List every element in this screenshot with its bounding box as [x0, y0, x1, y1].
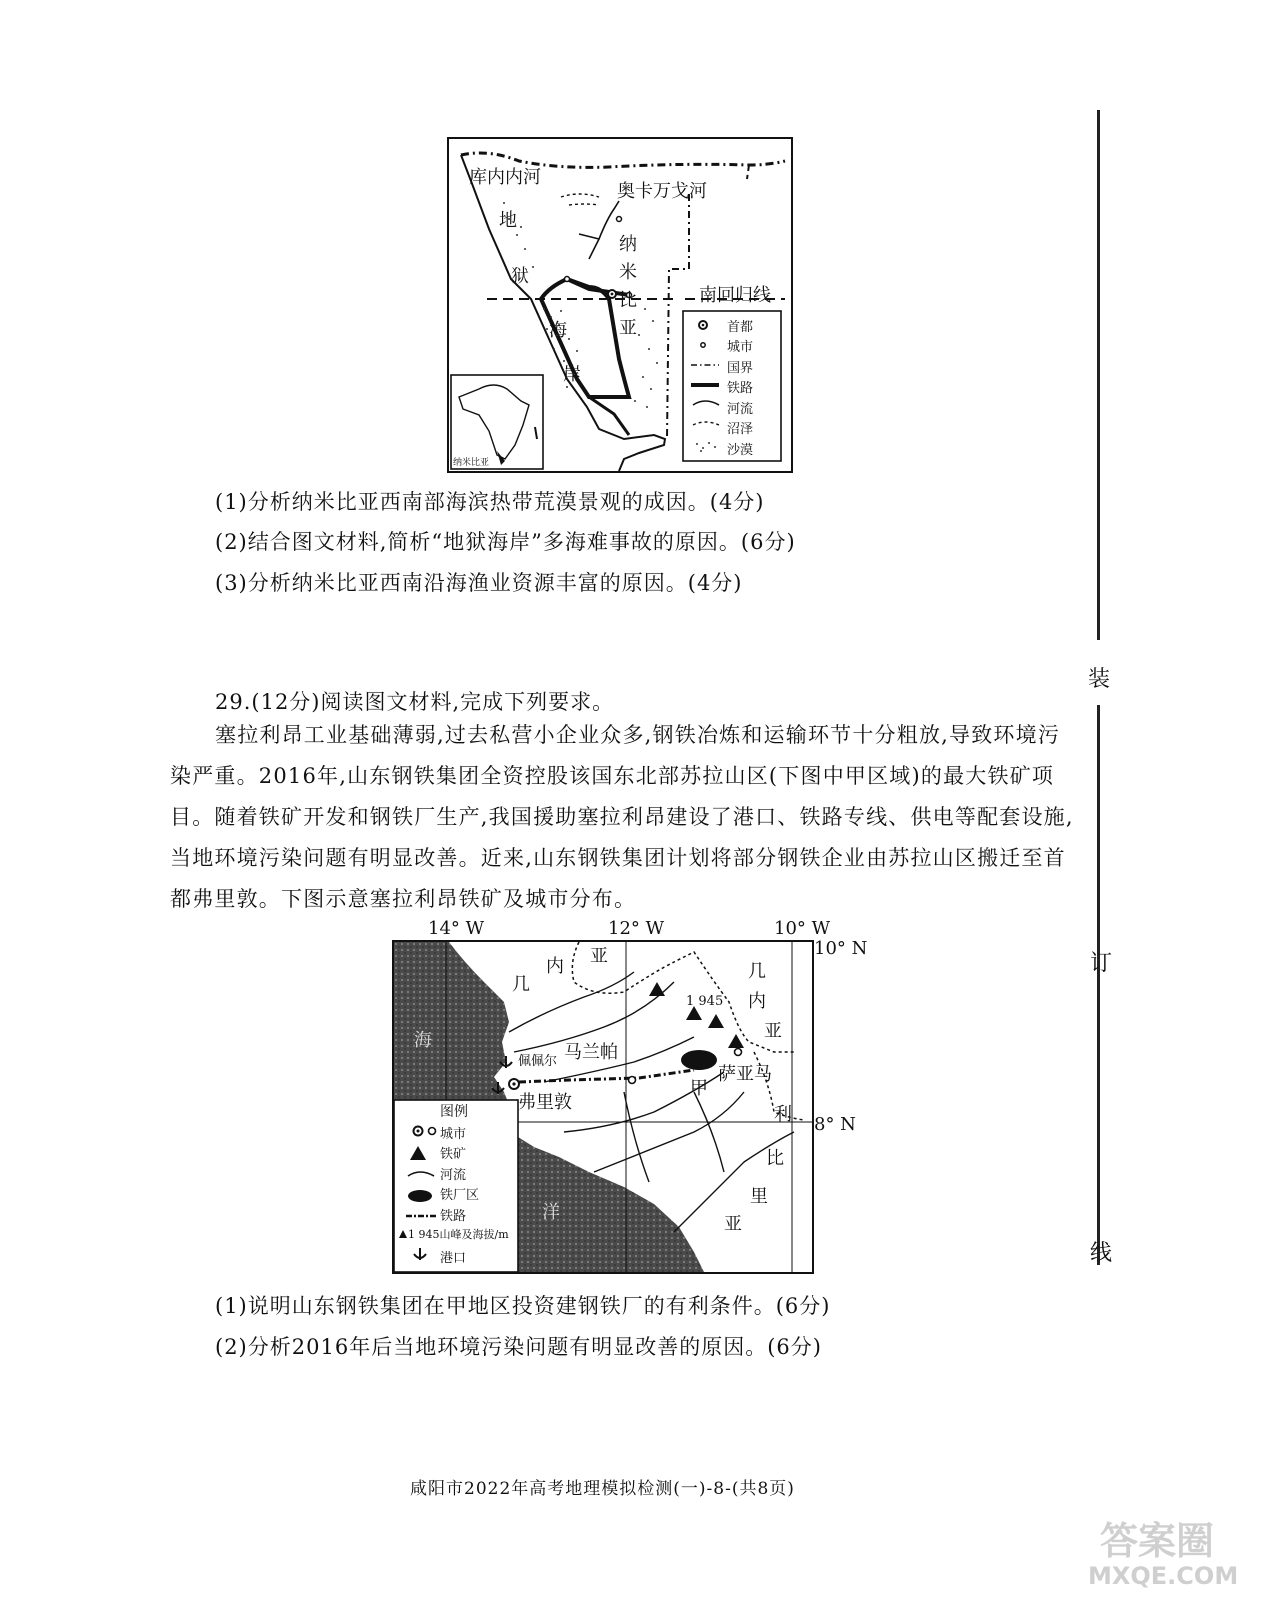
- legend-city: 城市: [727, 340, 754, 356]
- namibia-char-4: 亚: [619, 318, 637, 339]
- margin-mark-2: 订: [1090, 951, 1113, 976]
- lat-10n: 10° N: [814, 938, 868, 959]
- liberia-char-4: 亚: [724, 1214, 742, 1235]
- guinea-west-char-3: 亚: [590, 946, 608, 967]
- liberia-char-2: 比: [766, 1148, 784, 1169]
- margin-mark-1: 装: [1088, 667, 1111, 692]
- legend2-iron-works: 铁厂区: [440, 1188, 480, 1204]
- sierra-leone-legend: [440, 1101, 468, 1122]
- watermark-url: MXQE.COM: [1088, 1562, 1239, 1590]
- guinea-east-char-2: 内: [748, 991, 766, 1012]
- guinea-west-char-1: 几: [512, 974, 530, 995]
- legend2-peak: 1 945山峰及海拔/m: [408, 1228, 509, 1241]
- jia-label: 甲: [690, 1078, 708, 1099]
- legend-capital: 首都: [727, 319, 754, 335]
- legend2-port: 港口: [440, 1251, 467, 1266]
- q28-sub-3: (3)分析纳米比亚西南沿海渔业资源丰富的原因。(4分): [215, 571, 743, 595]
- legend2-river: 河流: [440, 1167, 467, 1183]
- legend-desert: 沙漠: [727, 442, 754, 458]
- legend-swamp: 沼泽: [727, 422, 754, 438]
- legend-border: 国界: [727, 360, 754, 376]
- inset-namibia-label: 纳米比亚: [453, 458, 490, 468]
- tropic-label: 南回归线: [699, 285, 771, 306]
- sea-label: 海: [414, 1030, 432, 1051]
- kunene-river-label: 库内内河: [469, 167, 541, 188]
- namibia-char-2: 米: [619, 262, 637, 283]
- lon-10w: 10° W: [774, 918, 831, 939]
- sierra-leone-legend-items: [440, 1122, 479, 1225]
- legend-river: 河流: [727, 401, 754, 417]
- pepel-label: 佩佩尔: [518, 1054, 558, 1069]
- margin-line: [1097, 110, 1100, 640]
- skeleton-coast-char-2: 狱: [511, 266, 529, 287]
- q29-header: 29.(12分)阅读图文材料,完成下列要求。: [215, 690, 615, 714]
- peak-elevation-label: 1 945: [686, 994, 724, 1009]
- q29-sub-1: (1)说明山东钢铁集团在甲地区投资建钢铁厂的有利条件。(6分): [215, 1294, 831, 1318]
- q28-sub-2: (2)结合图文材料,简析“地狱海岸”多海难事故的原因。(6分): [215, 530, 796, 554]
- page-footer: 咸阳市2022年高考地理模拟检测(一)-8-(共8页): [410, 1479, 795, 1499]
- liberia-char-3: 里: [750, 1186, 768, 1207]
- namibia-char-1: 纳: [619, 234, 637, 255]
- legend-railway: 铁路: [727, 381, 754, 397]
- namibia-map: [447, 137, 793, 473]
- guinea-west-char-2: 内: [546, 956, 564, 977]
- margin-line-lower: [1097, 705, 1100, 1265]
- freetown-label: 弗里敦: [518, 1092, 572, 1113]
- namibia-legend: [727, 315, 753, 459]
- sayama-label: 萨亚马: [718, 1064, 772, 1085]
- legend-title: 图例: [440, 1104, 468, 1121]
- q28-sub-1: (1)分析纳米比亚西南部海滨热带荒漠景观的成因。(4分): [215, 490, 765, 514]
- margin-mark-3: 线: [1090, 1241, 1113, 1266]
- watermark-cn: 答案圈: [1100, 1519, 1215, 1563]
- namibia-char-3: 比: [619, 290, 637, 311]
- skeleton-coast-char-1: 地: [499, 210, 517, 231]
- guinea-east-char-3: 亚: [764, 1021, 782, 1042]
- sierra-leone-map: [392, 940, 814, 1274]
- makeni-label: 马兰帕: [564, 1042, 618, 1063]
- skeleton-coast-char-4: 岸: [563, 364, 581, 385]
- liberia-char-1: 利: [774, 1104, 792, 1125]
- lon-14w: 14° W: [428, 918, 485, 939]
- legend2-city: 城市: [440, 1126, 467, 1142]
- lon-12w: 12° W: [608, 918, 665, 939]
- skeleton-coast-char-3: 海: [549, 320, 567, 341]
- legend2-iron-mine: 铁矿: [440, 1147, 467, 1163]
- q29-paragraph: 塞拉利昂工业基础薄弱,过去私营小企业众多,钢铁冶炼和运输环节十分粗放,导致环境污染严重。2016年,山东钢铁集团全资控股该国东北部苏拉山区(下图中甲区域)的最大铁矿项目。随着铁矿开发和钢铁厂生产,我国援助塞拉利昂建设了港口、铁路专线、供电等配套设施,当地环境污染问题有明显改善。近来,山东钢铁集团计划将部分钢铁企业由苏拉山区搬迁至首都弗里敦。下图示意塞拉利昂铁矿及城市分布。: [170, 723, 1074, 911]
- legend2-railway: 铁路: [440, 1208, 467, 1224]
- okavango-river-label: 奥卡万戈河: [617, 181, 707, 202]
- lat-8n: 8° N: [814, 1114, 856, 1135]
- ocean-label: 洋: [542, 1202, 560, 1223]
- guinea-east-char-1: 几: [748, 961, 766, 982]
- q29-sub-2: (2)分析2016年后当地环境污染问题有明显改善的原因。(6分): [215, 1335, 822, 1359]
